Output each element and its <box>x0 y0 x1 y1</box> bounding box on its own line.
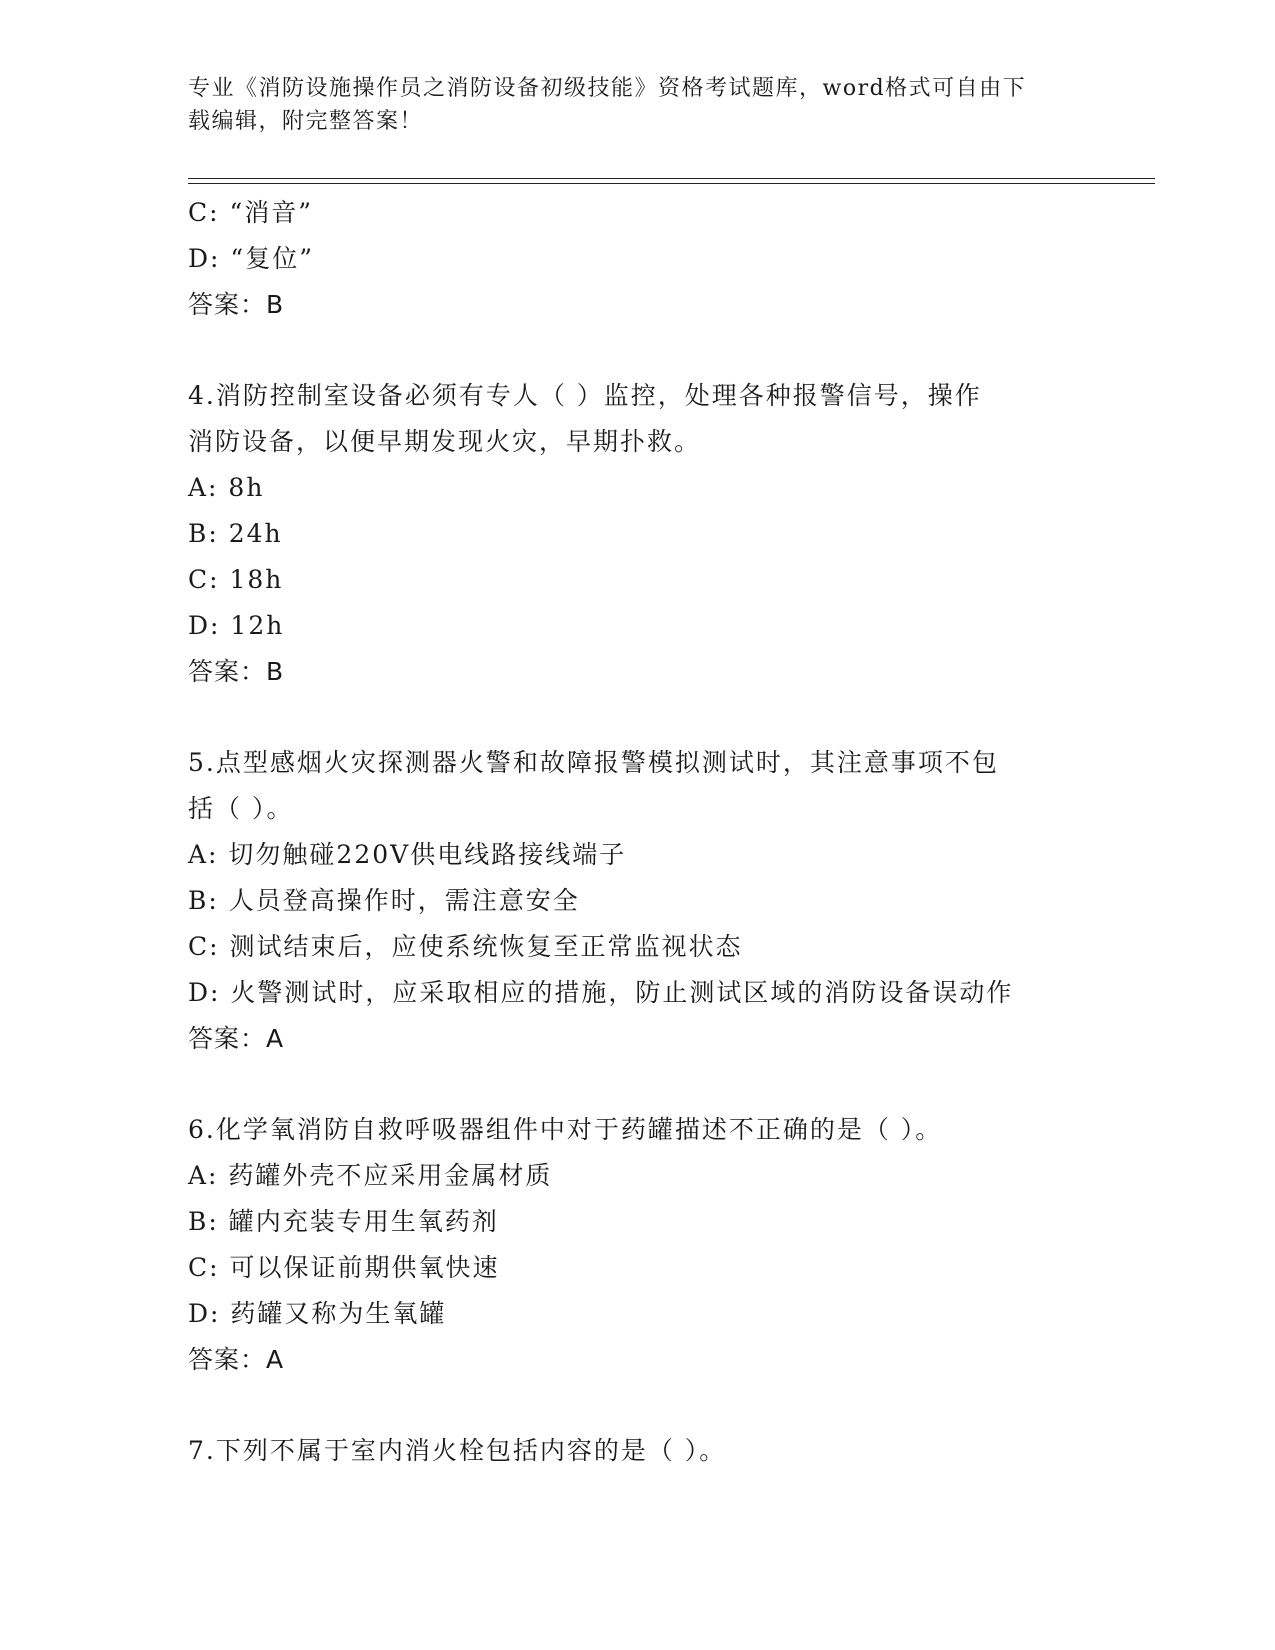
answer: 答案：B <box>188 657 285 686</box>
option-c: C: “消音” <box>188 198 314 227</box>
question-4 <box>188 373 1088 695</box>
question-stem: 6.化学氧消防自救呼吸器组件中对于药罐描述不正确的是（ ）。 <box>188 1115 943 1144</box>
answer: 答案：A <box>188 1024 285 1053</box>
option-b: B: 罐内充装专用生氧药剂 <box>188 1207 499 1236</box>
option-b: B: 24h <box>188 519 283 548</box>
question-stem: 消防设备，以便早期发现火灾，早期扑救。 <box>188 427 702 456</box>
option-a: A: 切勿触碰220V供电线路接线端子 <box>188 840 627 869</box>
question-3-tail <box>188 190 1088 328</box>
option-c: C: 可以保证前期供氧快速 <box>188 1253 500 1282</box>
question-5 <box>188 740 1088 1062</box>
question-stem: 5.点型感烟火灾探测器火警和故障报警模拟测试时，其注意事项不包 <box>188 748 999 777</box>
option-c: C: 测试结束后，应使系统恢复至正常监视状态 <box>188 932 743 961</box>
option-d: D: 火警测试时，应采取相应的措施，防止测试区域的消防设备误动作 <box>188 978 1014 1007</box>
header-line-2: 载编辑，附完整答案！ <box>188 109 424 134</box>
option-d: D: 药罐又称为生氧罐 <box>188 1299 447 1328</box>
document-header <box>188 72 1068 138</box>
header-rule-bottom <box>188 183 1155 184</box>
question-stem: 4.消防控制室设备必须有专人（ ）监控，处理各种报警信号，操作 <box>188 381 982 410</box>
question-7 <box>188 1428 1088 1474</box>
option-a: A: 药罐外壳不应采用金属材质 <box>188 1161 553 1190</box>
answer: 答案：A <box>188 1345 285 1374</box>
header-rule-top <box>188 178 1155 179</box>
answer: 答案：B <box>188 290 285 319</box>
question-stem: 7.下列不属于室内消火栓包括内容的是（ ）。 <box>188 1436 727 1465</box>
option-b: B: 人员登高操作时，需注意安全 <box>188 886 580 915</box>
option-a: A: 8h <box>188 473 265 502</box>
option-c: C: 18h <box>188 565 284 594</box>
question-content <box>188 190 1088 1474</box>
option-d: D: “复位” <box>188 244 314 273</box>
header-line-1: 专业《消防设施操作员之消防设备初级技能》资格考试题库，word格式可自由下 <box>188 76 1027 101</box>
option-d: D: 12h <box>188 611 285 640</box>
question-stem: 括（ ）。 <box>188 794 294 823</box>
question-6 <box>188 1107 1088 1383</box>
